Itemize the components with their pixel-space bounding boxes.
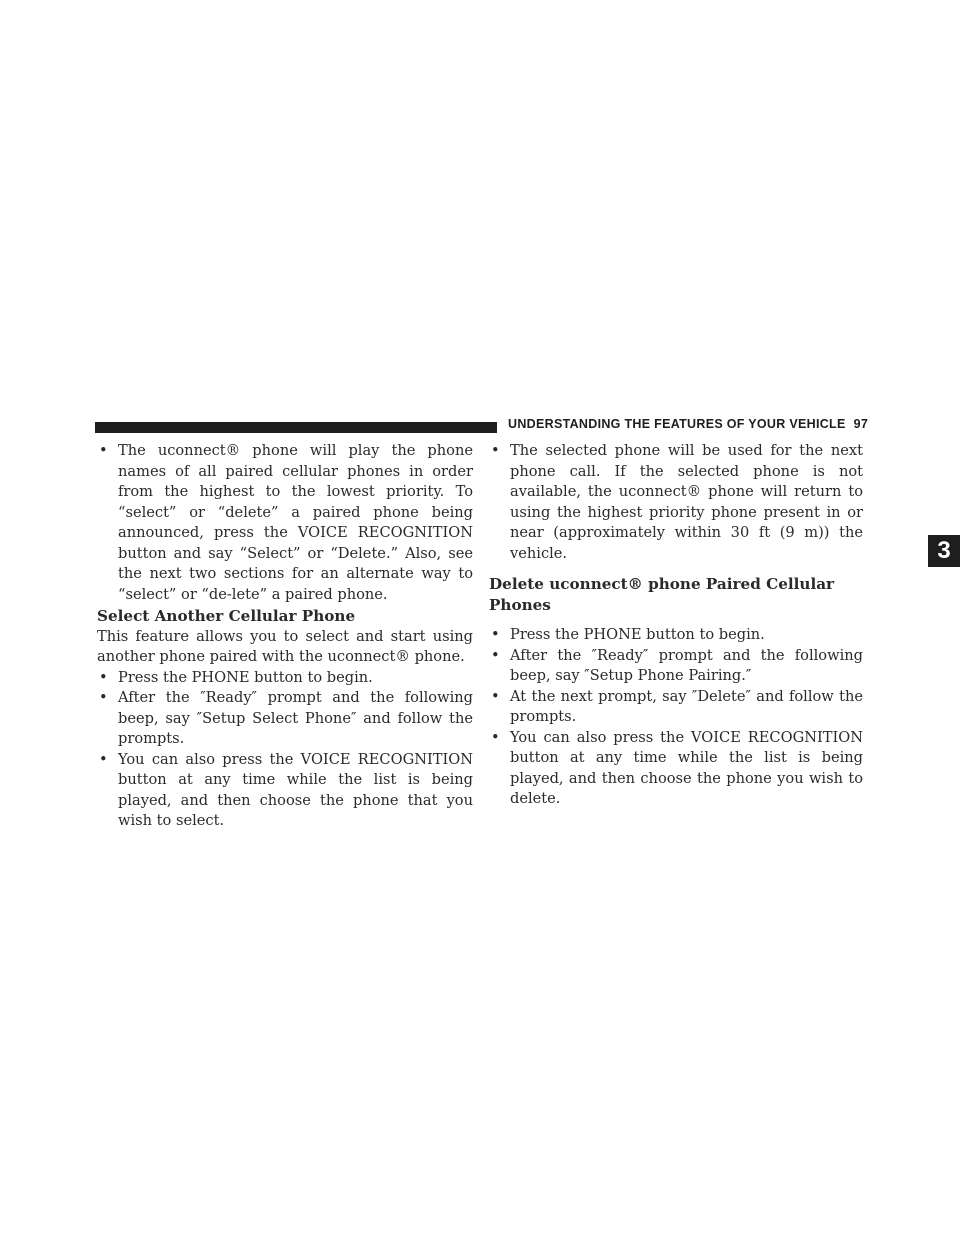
- section-heading: Select Another Cellular Phone: [97, 607, 356, 625]
- list-item-text: Press the PHONE button to begin.: [118, 668, 373, 686]
- list-item-text: After the ″Ready″ prompt and the following beep, say ″Setup Select Phone″ and follow the prompts.: [118, 689, 473, 747]
- header-rule: [95, 422, 497, 433]
- page-number: 97: [853, 417, 869, 431]
- list-item: [489, 687, 863, 728]
- list-item-text: You can also press the VOICE RECOGNITION button at any time while the list is being played, and then choose the phone that you wish to select.: [118, 750, 473, 829]
- list-item-text: You can also press the VOICE RECOGNITION button at any time while the list is being played, and then choose the phone you wish to delete.: [510, 728, 863, 807]
- bullet-icon: •: [99, 442, 108, 459]
- list-item: [489, 646, 863, 687]
- bullet-icon: •: [99, 668, 108, 686]
- list-item: [97, 668, 473, 689]
- list-item-text: The selected phone will be used for the next phone call. If the selected phone is not available, the uconnect® phone will return to using the highest priority phone present in or near (approximately within 30 ft (9 m)) the vehicle.: [510, 442, 863, 562]
- bullet-icon: •: [491, 442, 500, 459]
- bullet-icon: •: [491, 646, 500, 664]
- left-column: [97, 441, 473, 832]
- list-item-text: Press the PHONE button to begin.: [510, 626, 765, 643]
- running-header: [508, 417, 868, 431]
- intro-paragraph: This feature allows you to select and start using another phone paired with the uconnect® phone.: [97, 627, 473, 665]
- chapter-tab: 3: [928, 535, 960, 567]
- bullet-icon: •: [491, 728, 500, 746]
- list-item-text: The uconnect® phone will play the phone names of all paired cellular phones in order from the highest to the lowest priority. To “select” or “delete” a paired phone being announced, press the VOICE RECOGNITION button and say “Select” or “Delete.” Also, see the next two sections for an alternate way to “select” or “de-lete” a paired phone.: [118, 442, 473, 603]
- bullet-icon: •: [491, 626, 500, 643]
- section-heading: Delete uconnect® phone Paired Cellular Phones: [489, 575, 835, 614]
- list-item: [97, 441, 473, 605]
- list-item: [489, 728, 863, 810]
- bullet-icon: •: [99, 750, 108, 768]
- bullet-icon: •: [99, 689, 108, 706]
- right-column: [489, 441, 863, 810]
- list-item-text: After the ″Ready″ prompt and the following beep, say ″Setup Phone Pairing.″: [510, 646, 863, 684]
- section-title: UNDERSTANDING THE FEATURES OF YOUR VEHICLE: [508, 417, 846, 431]
- list-item-text: At the next prompt, say ″Delete″ and follow the prompts.: [510, 687, 863, 725]
- list-item: [97, 750, 473, 832]
- list-item: [489, 441, 863, 564]
- bullet-icon: •: [491, 687, 500, 705]
- list-item: [97, 688, 473, 750]
- list-item: [489, 625, 863, 646]
